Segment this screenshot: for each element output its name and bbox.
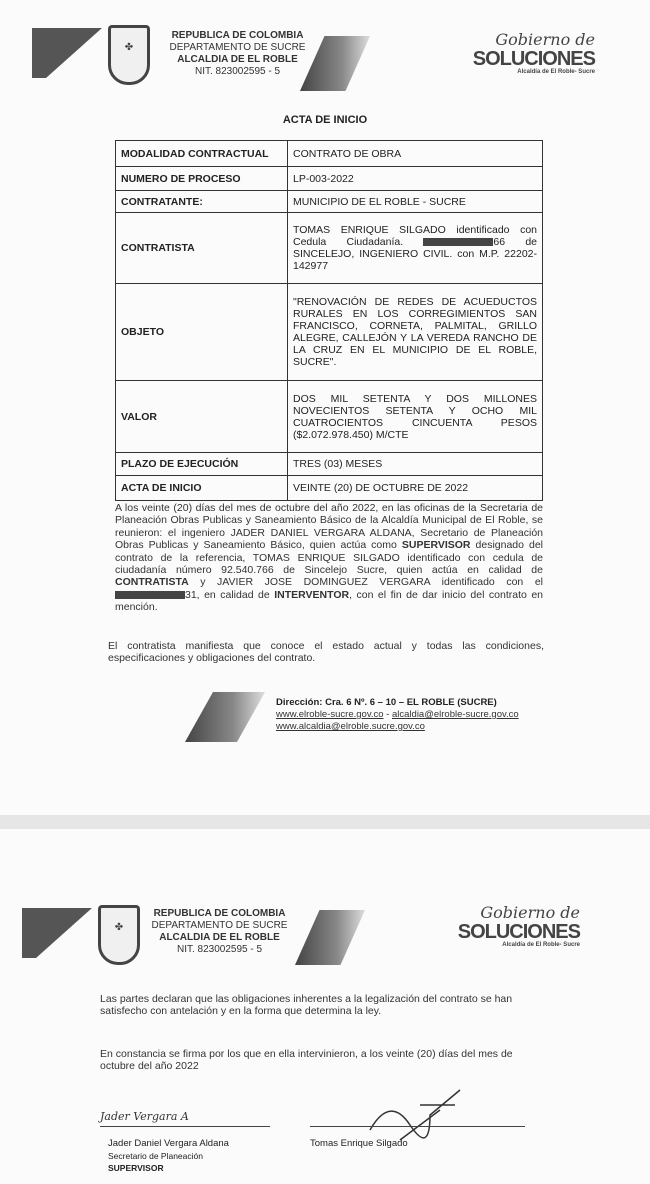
p1-interventor: INTERVENTOR [274, 588, 350, 601]
header-nit: NIT. 823002595 - 5 [176, 944, 263, 955]
redacted-id [115, 591, 185, 599]
table-row [116, 167, 543, 191]
meeting-paragraph [115, 502, 543, 614]
p1-e: y JAVIER JOSE DOMINGUEZ VERGARA identificado con el [200, 576, 543, 589]
row-value: DOS MIL SETENTA Y DOS MILLONES NOVECIENTOS SETENTA Y OCHO MIL CUATROCIENTOS CINCUENTA PESOS ($2.072.978.450) M/CTE [288, 381, 543, 453]
row-key: PLAZO DE EJECUCIÓN [116, 453, 288, 476]
logo-top: Gobierno de [495, 30, 595, 49]
gobierno-soluciones-logo [455, 30, 595, 75]
signing-statement: En constancia se firma por los que en ella intervinieron, a los veinte (20) días del mes de octubre del año 2022 [100, 1048, 513, 1073]
coat-of-arms-logo: ✤ [98, 905, 140, 965]
row-key: ACTA DE INICIO [116, 476, 288, 501]
contractor-signature [360, 1085, 470, 1145]
gobierno-soluciones-logo [440, 903, 580, 948]
row-value: MUNICIPIO DE EL ROBLE - SUCRE [288, 191, 543, 213]
contratista-a: TOMAS ENRIQUE SILGADO identificado con Cedula Ciudadanía. [293, 224, 537, 248]
row-value [288, 213, 543, 284]
p1-contratista: CONTRATISTA [115, 576, 189, 589]
email-link[interactable]: alcaldia@elroble-sucre.gov.co [392, 709, 519, 720]
row-key: NUMERO DE PROCESO [116, 167, 288, 191]
p1-h: , con el fin de dar inicio del contrato en mención. [115, 588, 544, 614]
table-row [116, 191, 543, 213]
contratista-b: 66 de SINCELEJO, INGENIERO CIVIL. con M.P. 22202-142977 [293, 236, 538, 272]
header-line2: DEPARTAMENTO DE SUCRE [151, 920, 288, 931]
row-key: CONTRATISTA [116, 213, 288, 284]
municipality-header [142, 908, 297, 956]
row-value: LP-003-2022 [288, 167, 543, 191]
table-row [116, 381, 543, 453]
table-row [116, 213, 543, 284]
row-value: VEINTE (20) DE OCTUBRE DE 2022 [288, 476, 543, 501]
contract-table [115, 140, 543, 501]
row-key: CONTRATANTE: [116, 191, 288, 213]
contractor-statement: El contratista manifiesta que conoce el estado actual y todas las condiciones, especificaciones y obligaciones del contrato. [108, 640, 544, 665]
email-link-2[interactable]: www.alcaldia@elroble.sucre.gov.co [276, 721, 425, 732]
row-key: MODALIDAD CONTRACTUAL [116, 141, 288, 167]
supervisor-role: Secretario de Planeación [108, 1151, 203, 1161]
row-value: TRES (03) MESES [288, 453, 543, 476]
supervisor-signature: Jader Vergara A [100, 1110, 189, 1123]
header-line2: DEPARTAMENTO DE SUCRE [169, 42, 306, 53]
supervisor-title: SUPERVISOR [108, 1163, 164, 1173]
supervisor-name: Jader Daniel Vergara Aldana [108, 1138, 229, 1149]
header-nit: NIT. 823002595 - 5 [194, 66, 281, 77]
table-row [116, 453, 543, 476]
website-link[interactable]: www.elroble-sucre.gov.co [276, 709, 384, 720]
redacted-id [423, 238, 493, 246]
footer-address-block: Dirección: Cra. 6 Nº. 6 – 10 – EL ROBLE (SUCRE) www.elroble-sucre.gov.co - alcaldia@elroble-sucre.gov.co www.alcaldia@elroble.sucre.gov.co [276, 697, 519, 732]
table-row [116, 284, 543, 381]
logo-sub: Alcaldía de El Roble- Sucre [502, 942, 580, 948]
p1-supervisor: SUPERVISOR [401, 539, 471, 552]
document-title: ACTA DE INICIO [282, 114, 368, 126]
row-value: "RENOVACIÓN DE REDES DE ACUEDUCTOS RURALES EN LOS CORREGIMIENTOS SAN FRANCISCO, CORNETA, PALMITAL, GRILLO ALEGRE, CALLEJÓN Y LA VEREDA RANCHO DE LA CRUZ EN EL MUNICIPIO DE EL ROBLE, SUCRE". [288, 284, 543, 381]
signature-line [100, 1126, 270, 1127]
logo-main: SOLUCIONES [472, 48, 595, 70]
p1-a: A los veinte (20) días del mes de octubre del año 2022, en las oficinas de la Secretaria de Planeación Obras Publicas y Saneamiento Básico de la Alcaldía Municipal de El Roble, se reunieron: el ingeniero JADER DANIEL VERGARA ALDANA, Secretario de Planeación Obras Publicas y Saneamiento Básico, quien actúa como [115, 502, 543, 552]
p1-c: designado del contrato de la referencia, TOMAS ENRIQUE SILGADO identificado con cedula de ciudadanía número 92.540.766 de Sincelejo Sucre, quien actúa en calidad de [115, 539, 543, 577]
parties-declaration: Las partes declaran que las obligaciones inherentes a la legalización del contrato se han satisfecho con antelación y en la forma que determina la ley. [100, 993, 513, 1018]
supervisor-signature-block [108, 1138, 229, 1174]
logo-main: SOLUCIONES [457, 921, 580, 943]
row-key: OBJETO [116, 284, 288, 381]
table-row [116, 141, 543, 167]
footer-address: Dirección: Cra. 6 Nº. 6 – 10 – EL ROBLE (SUCRE) [276, 697, 497, 708]
table-row [116, 476, 543, 501]
header-line1: REPUBLICA DE COLOMBIA [153, 908, 286, 919]
municipality-header [160, 30, 315, 78]
header-line3: ALCALDIA DE EL ROBLE [159, 932, 280, 943]
header-line1: REPUBLICA DE COLOMBIA [171, 30, 304, 41]
logo-top: Gobierno de [480, 903, 580, 922]
signature-line [310, 1126, 525, 1127]
row-value: CONTRATO DE OBRA [288, 141, 543, 167]
p1-f: 31, en calidad de [185, 588, 270, 601]
page-separator [0, 815, 650, 829]
row-key: VALOR [116, 381, 288, 453]
logo-sub: Alcaldía de El Roble- Sucre [517, 69, 595, 75]
header-line3: ALCALDIA DE EL ROBLE [177, 54, 298, 65]
coat-of-arms-logo: ✤ [108, 25, 150, 85]
contractor-name: Tomas Enrique Silgado [310, 1138, 408, 1149]
